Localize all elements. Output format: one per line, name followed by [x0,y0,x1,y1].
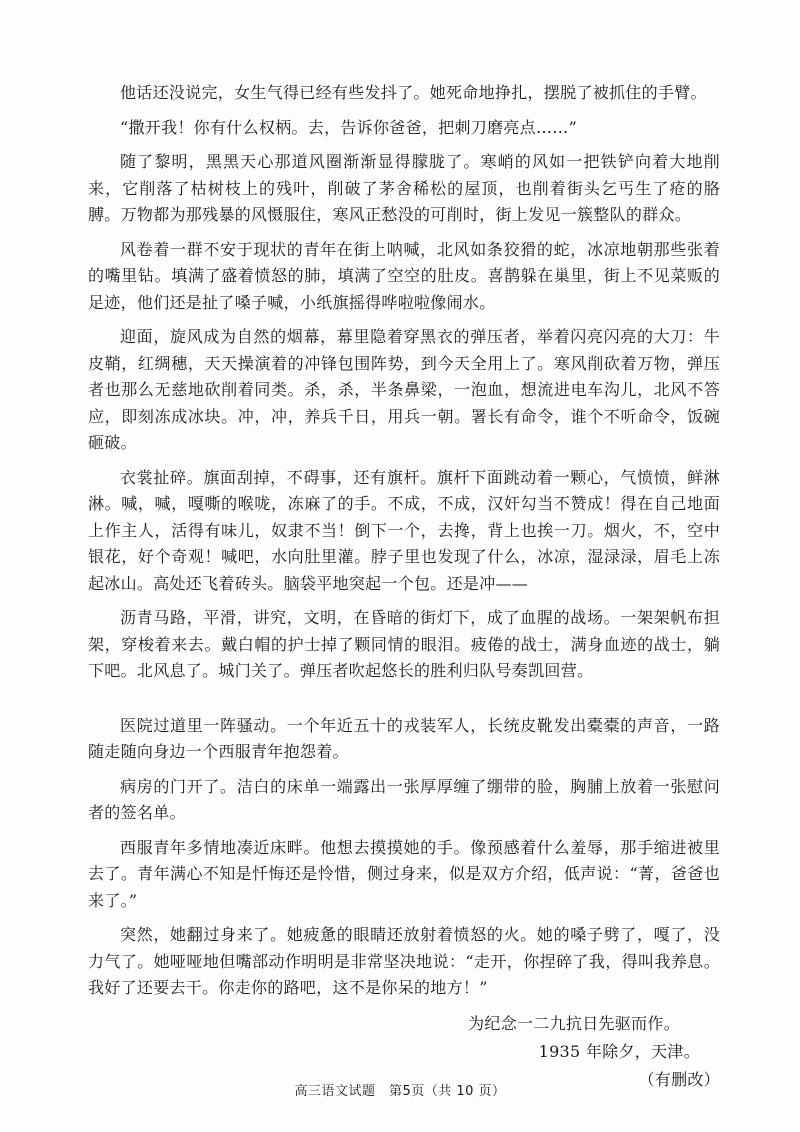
paragraph: 风卷着一群不安于现状的青年在街上呐喊，北风如条狡猾的蛇，冰凉地朝那些张着的嘴里钻。填满了盛着愤怒的肺，填满了空空的肚皮。喜鹊躲在巢里，街上不见菜贩的足迹，他们还是扯了嗓子喊，小纸旗摇得哗啦啦像闹水。 [88,239,720,312]
paragraph: “撒开我！你有什么权柄。去，告诉你爸爸，把刺刀磨亮点……” [120,117,578,137]
paragraph: 突然，她翻过身来了。她疲惫的眼睛还放射着愤怒的火。她的嗓子劈了，嘎了，没力气了。她哑哑地但嘴部动作明明是非常坚决地说：“走开，你捏碎了我，得叫我养息。我好了还要去干。你走你的路吧，这不是你呆的地方！” [88,925,720,997]
date-place-line: 1935 年除夕，天津。 [538,1041,700,1061]
paragraph: 随了黎明，黑黑天心那道风圈渐渐显得朦胧了。寒峭的风如一把铁铲向着大地削来，它削落了枯树枝上的残叶，削破了茅舍稀松的屋顶，也削着街头乞丐生了疮的胳膊。万物都为那残暴的风慑服住，寒风正愁没的可削时，街上发见一簇整队的群众。 [88,152,720,224]
paragraph: 迎面，旋风成为自然的烟幕，幕里隐着穿黑衣的弹压者，举着闪亮闪亮的大刀：牛皮鞘，红绸穗，天天操演着的冲锋包围阵势，到今天全用上了。寒风削砍着万物，弹压者也那么无慈地砍削着同类。杀，杀，半条鼻梁，一泡血，想流进电车沟儿，北风不答应，即刻冻成冰块。冲，冲，养兵千日，用兵一朝。署长有命令，谁个不听命令，饭碗砸破。 [88,327,720,452]
paragraph: 西服青年多情地凑近床畔。他想去摸摸她的手。像预感着什么羞辱，那手缩进被里去了。青年满心不知是忏悔还是怜惜，侧过身来，似是双方介绍，低声说：“菁，爸爸也来了。” [88,837,720,910]
paragraph: 医院过道里一阵骚动。一个年近五十的戎装军人，长统皮靴发出橐橐的声音，一路随走随向身边一个西服青年抱怨着。 [88,715,720,761]
page-footer: 高三语文试题 第5页（共 10 页） [294,1084,506,1099]
paragraph: 他话还没说完，女生气得已经有些发抖了。她死命地挣扎，摆脱了被抓住的手臂。 [120,83,707,102]
paragraph: 病房的门开了。洁白的床单一端露出一张厚厚缠了绷带的脸，胸脯上放着一张慰问者的签名单。 [88,776,720,822]
dedication-line: 为纪念一二九抗日先驱而作。 [468,1013,680,1033]
article-body [88,80,720,1094]
abridged-note: （有删改） [638,1069,720,1089]
section-break [88,693,720,713]
paragraph: 衣裳扯碎。旗面刮掉，不碍事，还有旗杆。旗杆下面跳动着一颗心，气愤愤，鲜淋淋。喊，喊，嘎嘶的喉咙，冻麻了的手。不成，不成，汉奸勾当不赞成！得在自己地面上作主人，活得有味儿，奴隶不当！倒下一个，去搀，背上也挨一刀。烟火，不，空中银花，好个奇观！喊吧，水向肚里灌。脖子里也发现了什么，冰凉，湿渌渌，眉毛上冻起冰山。高处还飞着砖头。脑袋平地突起一个包。还是冲—— [88,467,720,593]
paragraph: 沥青马路，平滑，讲究，文明，在昏暗的街灯下，成了血腥的战场。一架架帆布担架，穿梭着来去。戴白帽的护士掉了颗同情的眼泪。疲倦的战士，满身血迹的战士，躺下吧。北风息了。城门关了。弹压者吹起悠长的胜利归队号奏凯回营。 [88,608,720,680]
